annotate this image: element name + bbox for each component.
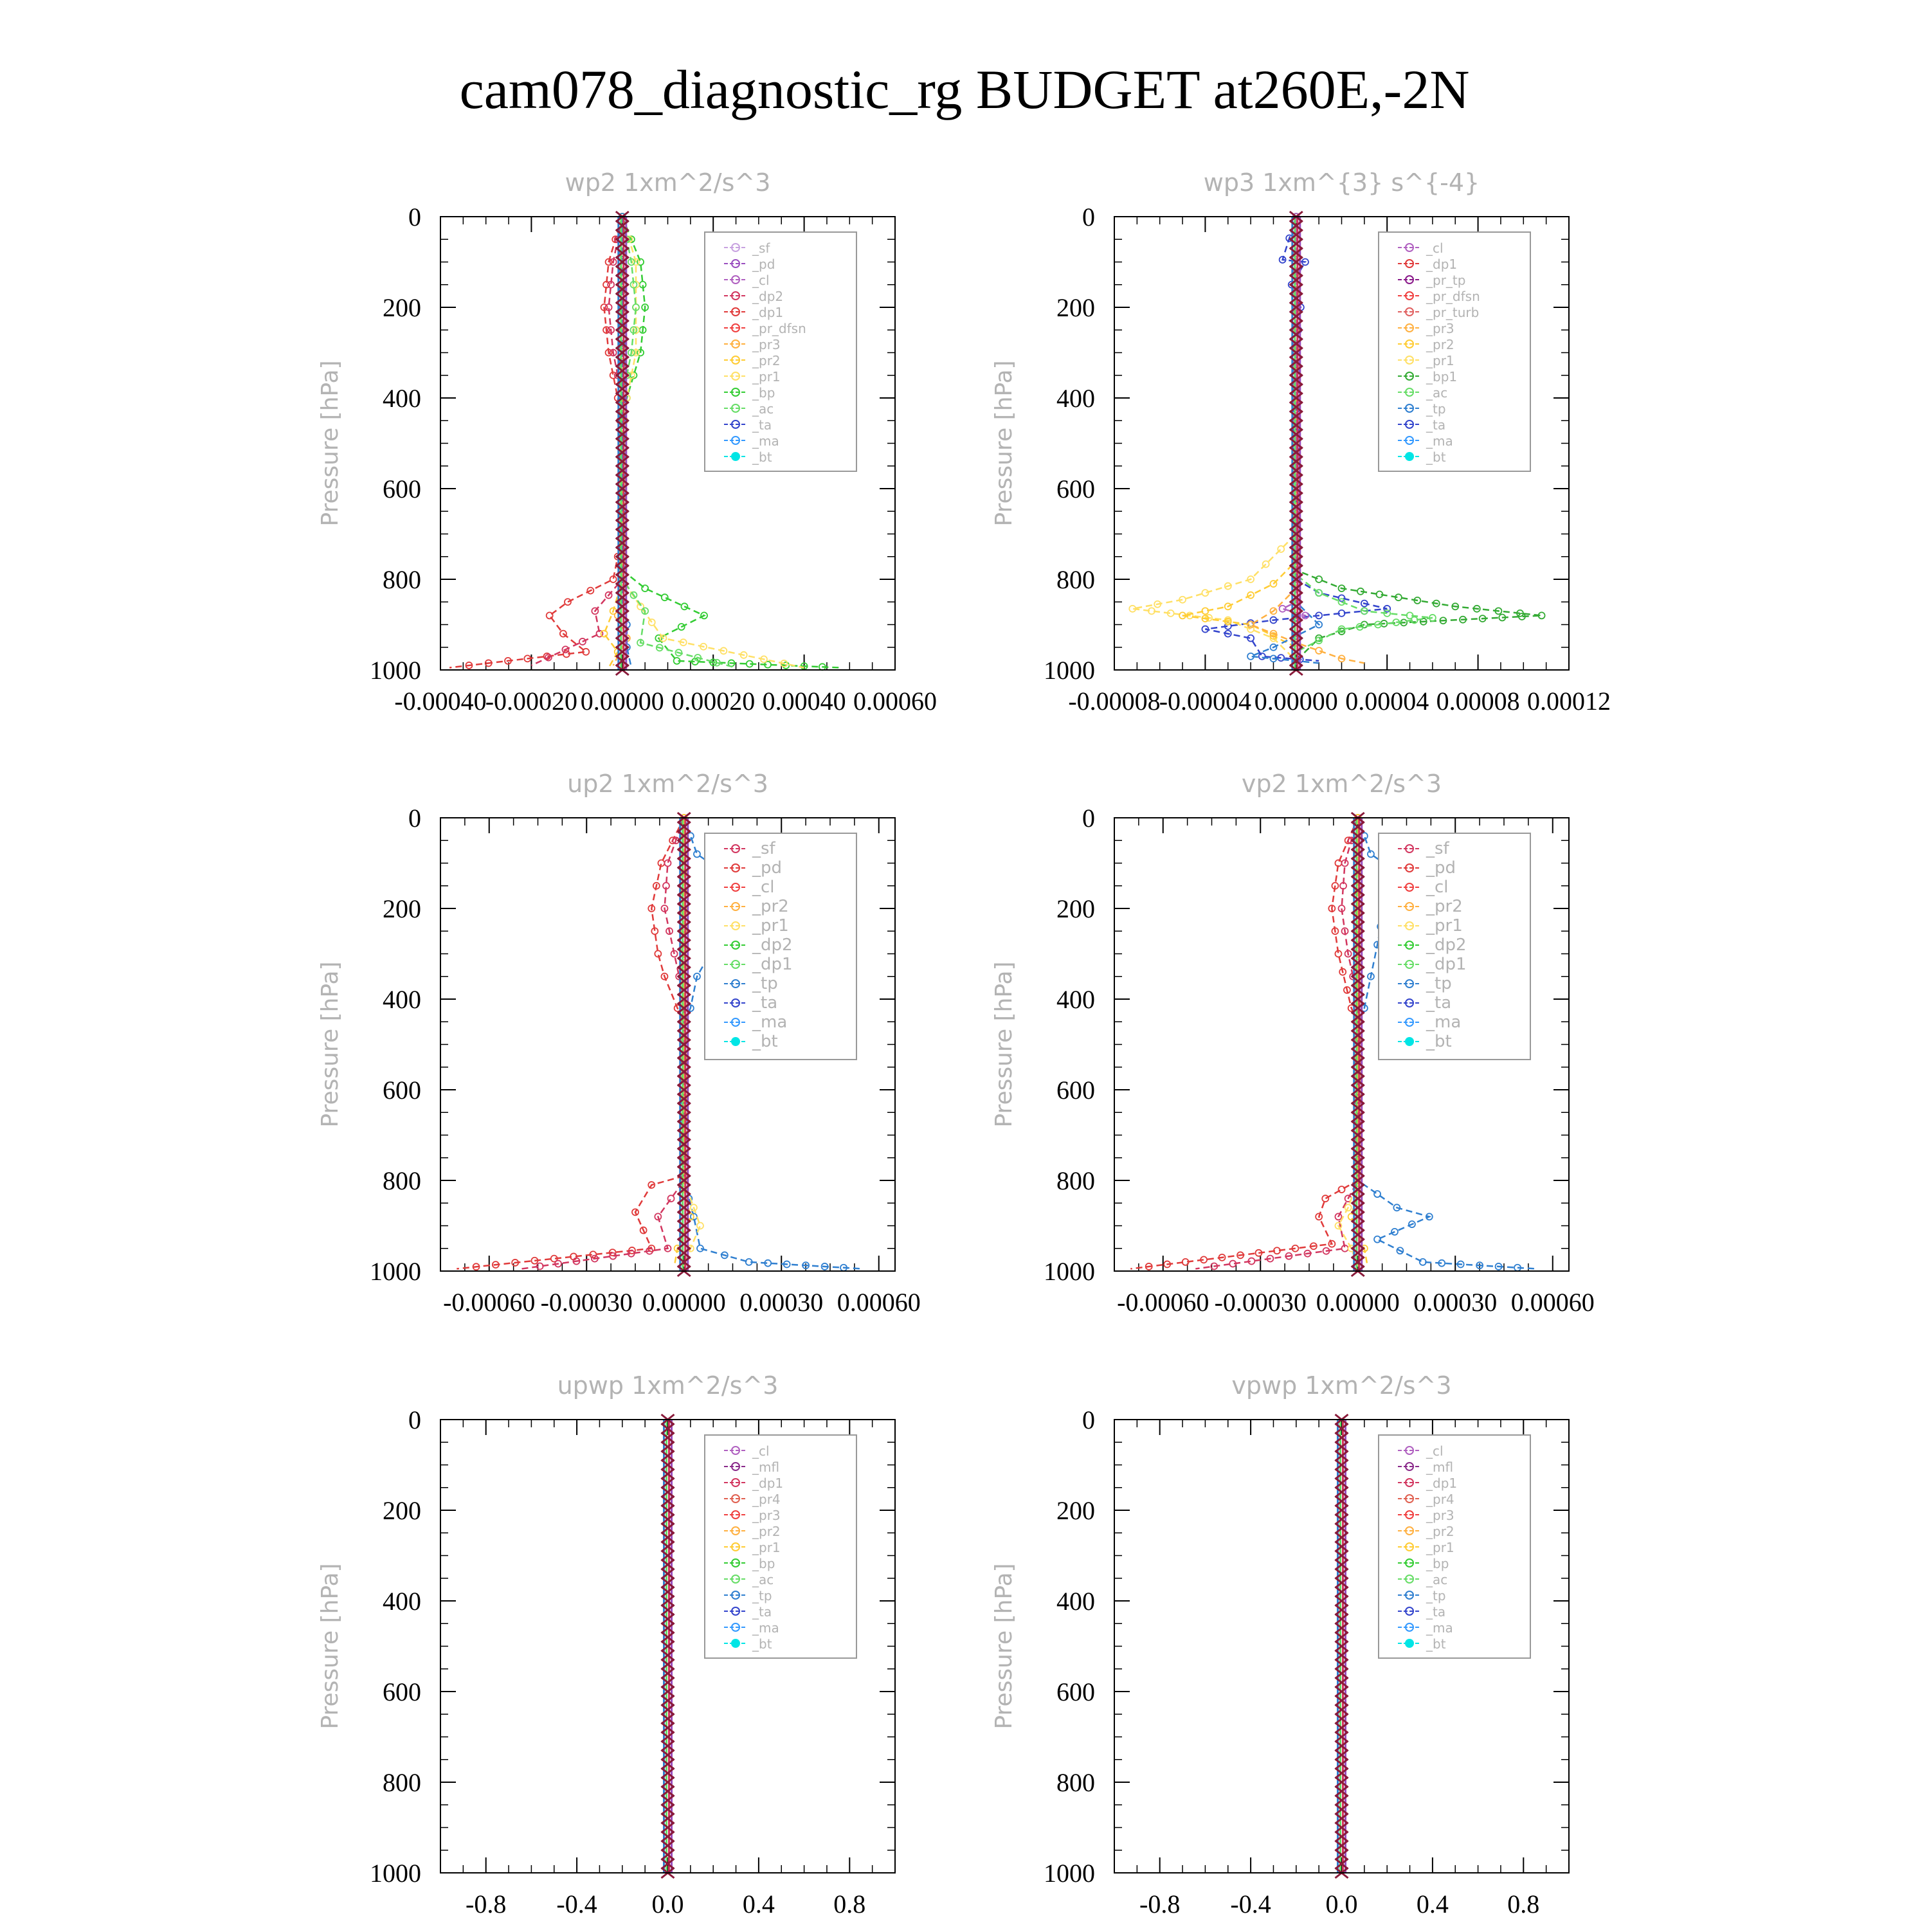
legend-marker bbox=[1405, 452, 1414, 461]
legend-label: _pr2 bbox=[752, 353, 781, 368]
legend-label: _bp bbox=[752, 385, 775, 401]
y-tick-label: 0 bbox=[1082, 203, 1095, 231]
legend-label: _pr_tp bbox=[1426, 273, 1466, 288]
x-tick-label: 0.4 bbox=[742, 1890, 775, 1918]
y-tick-label: 400 bbox=[1056, 1587, 1095, 1616]
y-tick-label: 1000 bbox=[370, 1859, 421, 1888]
y-tick-label: 800 bbox=[1056, 565, 1095, 594]
y-axis-label: Pressure [hPa] bbox=[317, 1563, 343, 1729]
series-point-dp1 bbox=[565, 599, 571, 605]
legend-label: _ma bbox=[752, 1620, 779, 1636]
legend-label: _bt bbox=[752, 1636, 772, 1652]
x-tick-label: -0.00004 bbox=[1159, 687, 1252, 716]
series-point-dp1 bbox=[1339, 1186, 1345, 1193]
legend-label: _pr3 bbox=[1426, 321, 1454, 336]
y-tick-label: 800 bbox=[383, 565, 421, 594]
legend-label: _dp2 bbox=[1426, 935, 1467, 955]
x-tick-label: 0.00004 bbox=[1345, 687, 1429, 716]
x-tick-label: -0.00020 bbox=[485, 687, 578, 716]
series-point-bp bbox=[662, 594, 668, 600]
legend-label: _pr4 bbox=[1426, 1492, 1454, 1507]
legend-label: _dp1 bbox=[752, 1476, 784, 1491]
series-line-dp1 bbox=[449, 217, 622, 668]
y-tick-label: 400 bbox=[383, 384, 421, 413]
x-tick-label: 0.00000 bbox=[1316, 1288, 1400, 1317]
x-tick-label: 0.00060 bbox=[1510, 1288, 1595, 1317]
y-tick-label: 0 bbox=[408, 203, 421, 231]
legend-label: _bt bbox=[752, 449, 772, 465]
x-tick-label: 0.0 bbox=[651, 1890, 684, 1918]
legend-label: _ma bbox=[1426, 1013, 1462, 1032]
legend-label: _pr4 bbox=[752, 1492, 781, 1507]
legend-marker bbox=[1405, 1639, 1414, 1648]
legend-marker bbox=[731, 1037, 740, 1046]
x-tick-label: -0.8 bbox=[466, 1890, 507, 1918]
series-point-tp bbox=[1374, 1236, 1381, 1243]
legend-label: _ta bbox=[1426, 993, 1452, 1013]
legend-label: _sf bbox=[1426, 839, 1449, 858]
y-tick-label: 1000 bbox=[370, 656, 421, 685]
y-tick-label: 400 bbox=[383, 1587, 421, 1616]
x-tick-label: 0.00000 bbox=[1254, 687, 1338, 716]
legend-label: _ta bbox=[1426, 1604, 1446, 1620]
legend-label: _ta bbox=[752, 417, 772, 433]
series-line-tp bbox=[1251, 217, 1319, 663]
series-point-bp bbox=[642, 585, 648, 591]
y-tick-label: 800 bbox=[383, 1166, 421, 1195]
y-tick-label: 600 bbox=[383, 1076, 421, 1105]
x-tick-label: -0.00030 bbox=[1214, 1288, 1307, 1317]
page-title: cam078_diagnostic_rg BUDGET at260E,-2N bbox=[459, 59, 1470, 120]
y-tick-label: 600 bbox=[383, 1677, 421, 1706]
legend-label: _tp bbox=[1426, 974, 1452, 993]
legend-label: _tp bbox=[752, 974, 778, 993]
legend-label: _mfl bbox=[1426, 1459, 1454, 1475]
legend-marker bbox=[1405, 1037, 1414, 1046]
legend-label: _bt bbox=[1426, 1032, 1452, 1051]
legend-label: _bt bbox=[1426, 449, 1446, 465]
x-tick-label: 0.00040 bbox=[762, 687, 846, 716]
legend-label: _pr3 bbox=[752, 337, 781, 352]
legend-label: _tp bbox=[1426, 401, 1446, 417]
legend-label: _ac bbox=[752, 1572, 774, 1587]
y-tick-label: 600 bbox=[1056, 1076, 1095, 1105]
legend-label: _pr1 bbox=[1426, 1540, 1454, 1555]
legend-label: _pr1 bbox=[752, 369, 781, 384]
legend-label: _pr3 bbox=[1426, 1508, 1454, 1523]
legend-label: _cl bbox=[1426, 240, 1444, 256]
y-axis-label: Pressure [hPa] bbox=[991, 961, 1017, 1128]
legend-label: _ta bbox=[1426, 417, 1446, 433]
legend-label: _dp1 bbox=[752, 955, 793, 974]
legend-label: _pr1 bbox=[1426, 916, 1463, 935]
y-axis-label: Pressure [hPa] bbox=[991, 1563, 1017, 1729]
chart-panel-1 bbox=[991, 168, 1611, 716]
legend-label: _cl bbox=[1426, 1443, 1444, 1459]
chart-panel-4 bbox=[317, 1371, 895, 1918]
series-point-dp2 bbox=[668, 1195, 675, 1202]
x-tick-label: 0.00060 bbox=[837, 1288, 921, 1317]
y-axis-label: Pressure [hPa] bbox=[317, 961, 343, 1128]
chart-panel-3 bbox=[991, 770, 1595, 1317]
legend-label: _tp bbox=[752, 1588, 772, 1603]
legend-label: _ma bbox=[752, 433, 779, 449]
y-tick-label: 0 bbox=[1082, 804, 1095, 833]
y-tick-label: 1000 bbox=[1044, 656, 1095, 685]
x-tick-label: 0.00020 bbox=[671, 687, 756, 716]
y-tick-label: 200 bbox=[383, 894, 421, 923]
legend-label: _cl bbox=[752, 878, 775, 897]
panel-title: upwp 1xm^2/s^3 bbox=[557, 1371, 779, 1400]
legend-label: _bt bbox=[752, 1032, 778, 1051]
x-tick-label: -0.00060 bbox=[443, 1288, 536, 1317]
legend-label: _pd bbox=[752, 257, 775, 272]
legend-label: _pr2 bbox=[1426, 1524, 1454, 1539]
legend-label: _pr_dfsn bbox=[1426, 289, 1480, 304]
legend-label: _ac bbox=[1426, 1572, 1448, 1587]
legend-label: _pr2 bbox=[1426, 897, 1463, 916]
series-line-pr1 bbox=[1132, 217, 1296, 661]
y-tick-label: 1000 bbox=[370, 1257, 421, 1286]
x-tick-label: 0.00030 bbox=[739, 1288, 824, 1317]
legend-label: _bp bbox=[752, 1556, 775, 1571]
series-point-ta bbox=[1259, 653, 1265, 660]
x-tick-label: -0.00060 bbox=[1117, 1288, 1209, 1317]
y-tick-label: 400 bbox=[1056, 985, 1095, 1014]
legend-label: _sf bbox=[752, 839, 775, 858]
x-tick-label: 0.00012 bbox=[1527, 687, 1611, 716]
legend-label: _ma bbox=[1426, 433, 1453, 449]
y-axis-label: Pressure [hPa] bbox=[317, 360, 343, 527]
series-line-dp1 bbox=[457, 818, 684, 1269]
x-tick-label: -0.4 bbox=[556, 1890, 597, 1918]
y-tick-label: 200 bbox=[1056, 1496, 1095, 1525]
legend-label: _dp1 bbox=[1426, 955, 1467, 974]
chart-panel-0 bbox=[317, 168, 937, 716]
x-tick-label: 0.00030 bbox=[1413, 1288, 1498, 1317]
legend-label: _pd bbox=[1426, 858, 1456, 878]
x-tick-label: 0.00000 bbox=[580, 687, 664, 716]
legend-box bbox=[705, 232, 856, 471]
legend-marker bbox=[731, 452, 740, 461]
series-point-bp1 bbox=[1316, 576, 1322, 582]
series-line-dp2 bbox=[1195, 818, 1358, 1269]
legend-label: _cl bbox=[1426, 878, 1449, 897]
legend-label: _mfl bbox=[752, 1459, 780, 1475]
legend-label: _ma bbox=[1426, 1620, 1453, 1636]
legend-label: _pr_turb bbox=[1426, 305, 1480, 320]
x-tick-label: 0.8 bbox=[833, 1890, 866, 1918]
legend-label: _ta bbox=[752, 1604, 772, 1620]
legend-label: _ma bbox=[752, 1013, 788, 1032]
legend-marker bbox=[731, 1639, 740, 1648]
y-axis-label: Pressure [hPa] bbox=[991, 360, 1017, 527]
y-tick-label: 200 bbox=[383, 293, 421, 322]
series-point-pr1 bbox=[1278, 546, 1284, 552]
legend-label: _dp1 bbox=[1426, 257, 1458, 272]
y-tick-label: 0 bbox=[408, 1405, 421, 1434]
series-point-pr2 bbox=[601, 631, 608, 637]
legend-label: _sf bbox=[752, 240, 770, 256]
panel-title: wp2 1xm^2/s^3 bbox=[565, 168, 771, 197]
legend-label: _dp1 bbox=[1426, 1476, 1458, 1491]
series-point-tp bbox=[1374, 1191, 1381, 1197]
x-tick-label: 0.4 bbox=[1416, 1890, 1449, 1918]
x-tick-label: 0.00008 bbox=[1436, 687, 1520, 716]
legend-label: _pr2 bbox=[1426, 337, 1454, 352]
y-tick-label: 800 bbox=[1056, 1768, 1095, 1797]
y-tick-label: 800 bbox=[383, 1768, 421, 1797]
x-tick-label: 0.8 bbox=[1507, 1890, 1540, 1918]
x-tick-label: 0.00000 bbox=[642, 1288, 726, 1317]
x-tick-label: 0.0 bbox=[1325, 1890, 1358, 1918]
x-tick-label: -0.00008 bbox=[1068, 687, 1161, 716]
legend-label: _pr_dfsn bbox=[752, 321, 806, 336]
legend-label: _cl bbox=[752, 1443, 770, 1459]
x-tick-label: 0.00060 bbox=[853, 687, 937, 716]
legend-label: _bp bbox=[1426, 1556, 1449, 1571]
series-line-pr3 bbox=[1251, 217, 1364, 663]
y-tick-label: 600 bbox=[383, 474, 421, 503]
x-tick-label: -0.00030 bbox=[540, 1288, 633, 1317]
legend-label: _bt bbox=[1426, 1636, 1446, 1652]
legend-label: _pr3 bbox=[752, 1508, 781, 1523]
chart-panel-5 bbox=[991, 1371, 1569, 1918]
legend-label: _ta bbox=[752, 993, 778, 1013]
x-tick-label: -0.8 bbox=[1139, 1890, 1181, 1918]
legend-label: _pr1 bbox=[1426, 353, 1454, 368]
legend-label: _dp2 bbox=[752, 289, 784, 304]
series-point-pr1 bbox=[649, 619, 655, 626]
legend-label: _pd bbox=[752, 858, 783, 878]
panel-title: vpwp 1xm^2/s^3 bbox=[1231, 1371, 1452, 1400]
panel-title: vp2 1xm^2/s^3 bbox=[1241, 770, 1442, 798]
panel-title: wp3 1xm^{3} s^{-4} bbox=[1203, 168, 1480, 197]
y-tick-label: 600 bbox=[1056, 474, 1095, 503]
y-tick-label: 200 bbox=[1056, 894, 1095, 923]
legend-label: _dp1 bbox=[752, 305, 784, 320]
y-tick-label: 400 bbox=[383, 985, 421, 1014]
legend-label: _ac bbox=[1426, 385, 1448, 401]
legend-label: _tp bbox=[1426, 1588, 1446, 1603]
series-point-pr1 bbox=[697, 1223, 703, 1229]
y-tick-label: 0 bbox=[408, 804, 421, 833]
legend-label: _ac bbox=[752, 401, 774, 417]
y-tick-label: 800 bbox=[1056, 1166, 1095, 1195]
y-tick-label: 600 bbox=[1056, 1677, 1095, 1706]
y-tick-label: 1000 bbox=[1044, 1859, 1095, 1888]
y-tick-label: 400 bbox=[1056, 384, 1095, 413]
legend-label: _pr2 bbox=[752, 897, 789, 916]
legend-label: _pr1 bbox=[752, 1540, 781, 1555]
x-tick-label: -0.00040 bbox=[394, 687, 487, 716]
legend-label: _dp2 bbox=[752, 935, 793, 955]
legend-label: _pr2 bbox=[752, 1524, 781, 1539]
y-tick-label: 200 bbox=[1056, 293, 1095, 322]
y-tick-label: 1000 bbox=[1044, 1257, 1095, 1286]
y-tick-label: 200 bbox=[383, 1496, 421, 1525]
chart-panel-2 bbox=[317, 770, 921, 1317]
legend-label: _bp1 bbox=[1426, 369, 1458, 384]
x-tick-label: -0.4 bbox=[1230, 1890, 1271, 1918]
legend-label: _cl bbox=[752, 273, 770, 288]
series-point-dp1 bbox=[1322, 1195, 1328, 1202]
legend-label: _pr1 bbox=[752, 916, 789, 935]
panel-title: up2 1xm^2/s^3 bbox=[567, 770, 768, 798]
y-tick-label: 0 bbox=[1082, 1405, 1095, 1434]
series-point-dp1 bbox=[547, 612, 553, 618]
